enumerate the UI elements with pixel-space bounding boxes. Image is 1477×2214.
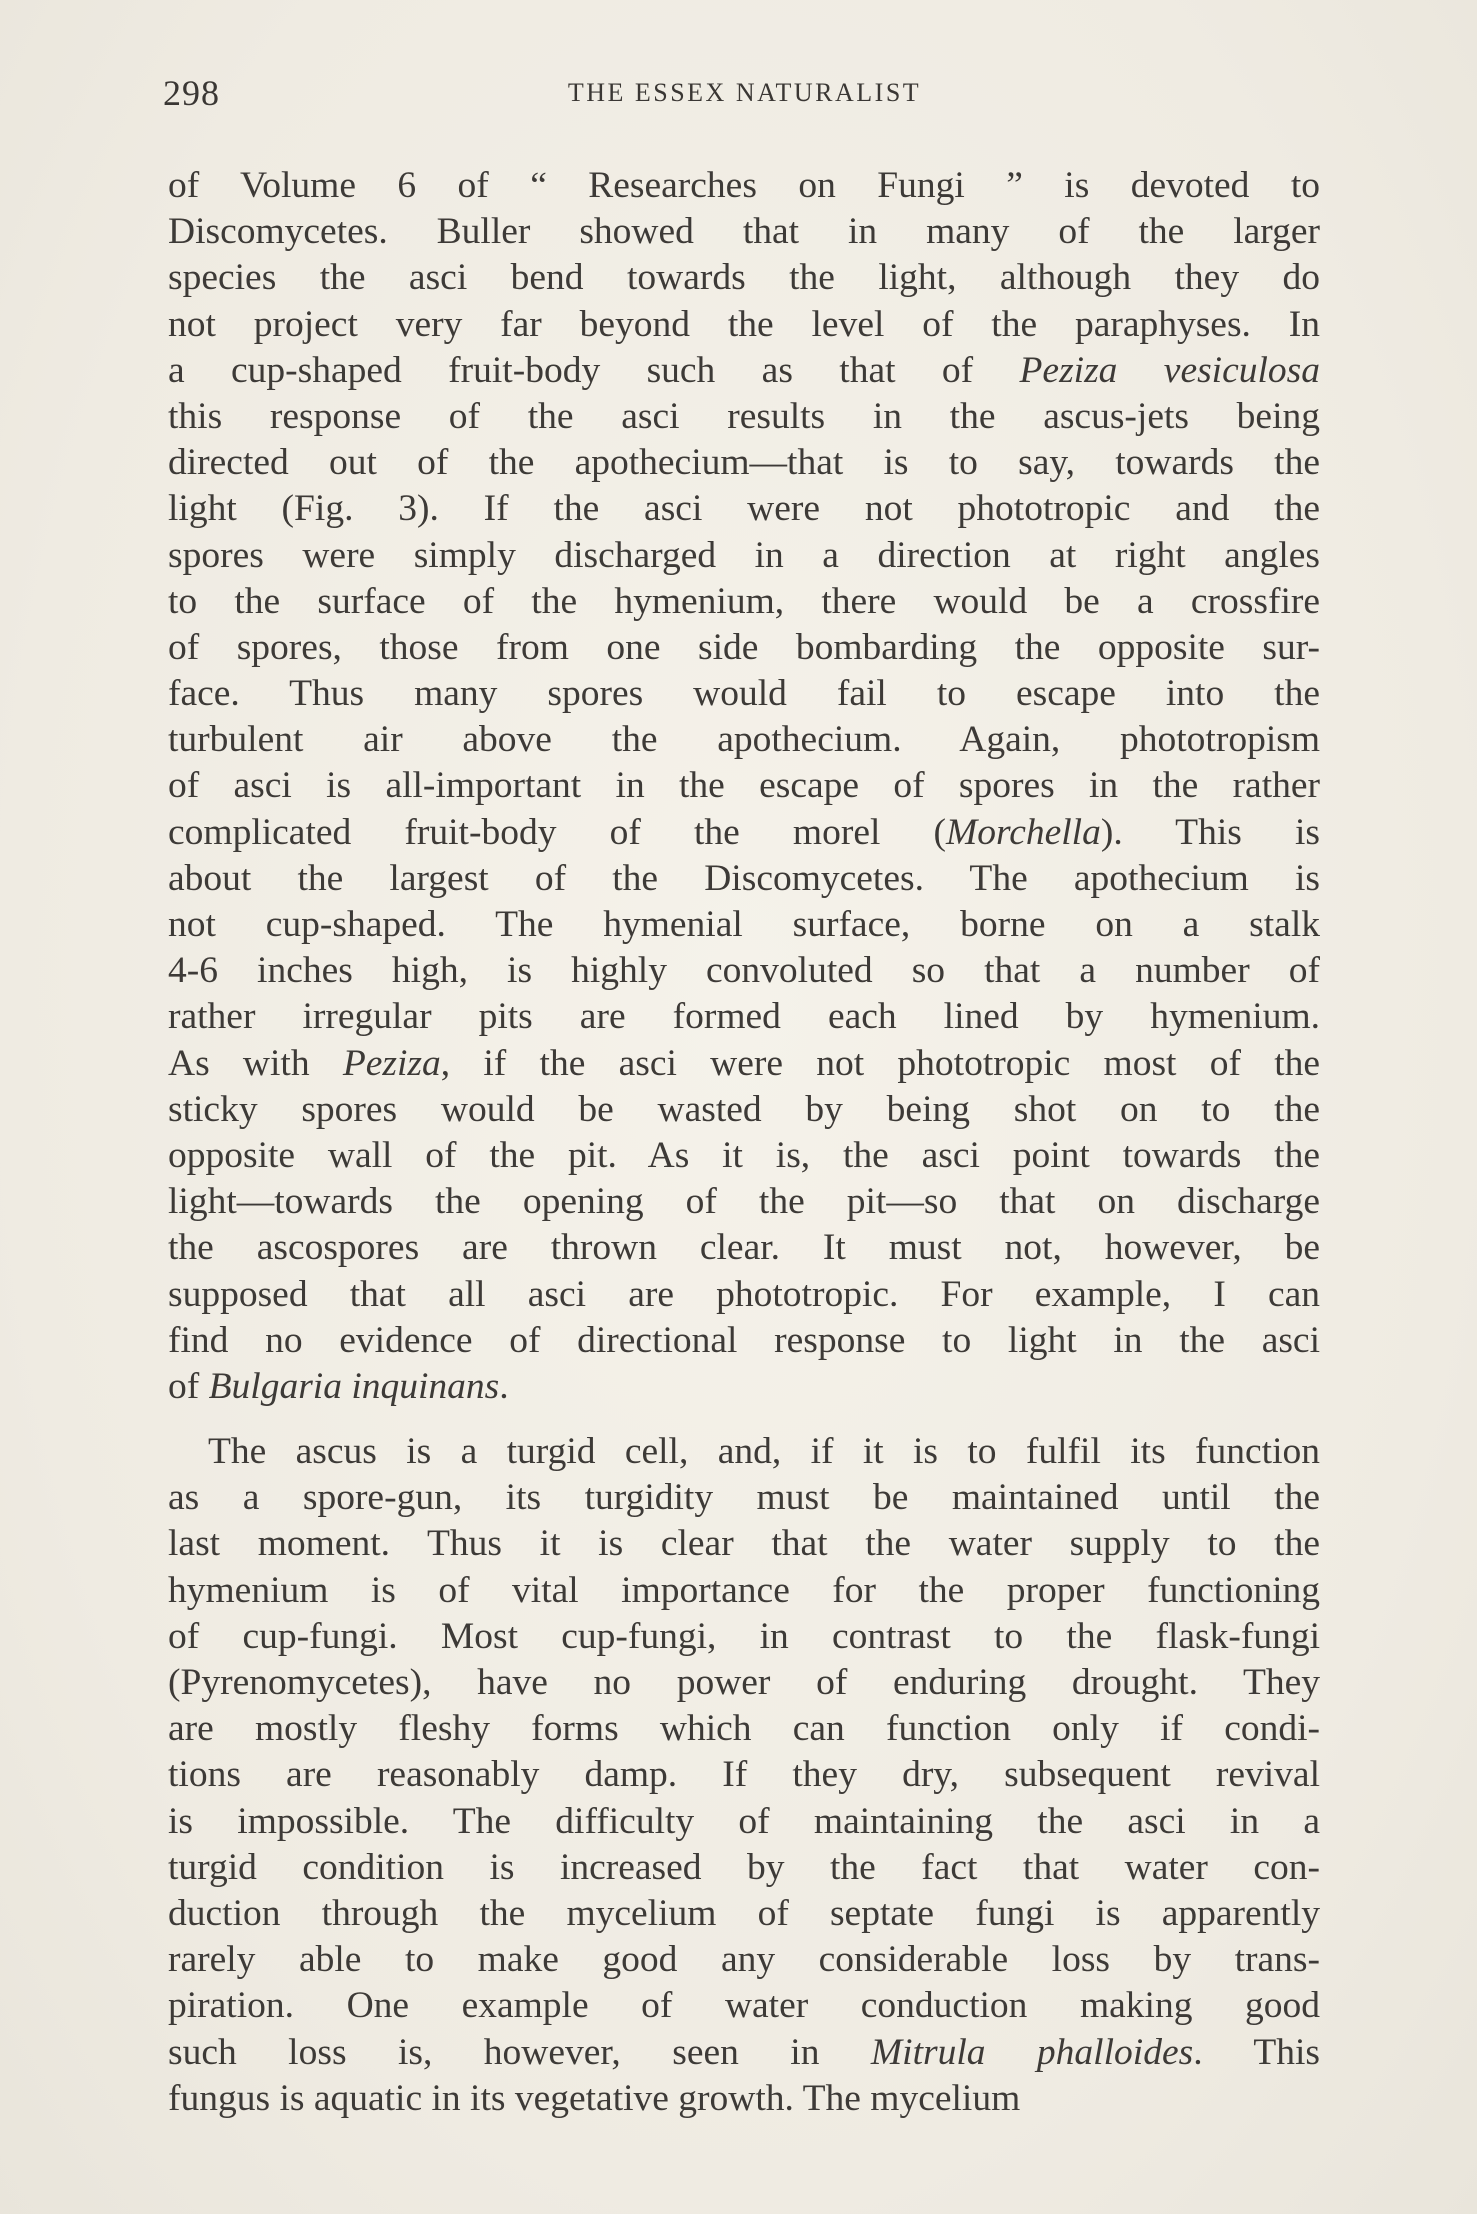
text-line bbox=[168, 348, 1320, 394]
text-span: about the largest of the Discomycetes. The apothecium is bbox=[168, 857, 1320, 899]
text-line bbox=[168, 1937, 1320, 1983]
text-span: . bbox=[499, 1365, 509, 1407]
paragraph bbox=[168, 1429, 1320, 2122]
running-head: THE ESSEX NATURALIST bbox=[567, 78, 922, 107]
text-line bbox=[168, 579, 1320, 625]
text-line bbox=[168, 440, 1320, 486]
text-span: of spores, those from one side bombarding the opposite sur- bbox=[168, 626, 1320, 668]
text-line bbox=[168, 1614, 1320, 1660]
text-line bbox=[168, 1429, 1320, 1475]
page-number: 298 bbox=[163, 73, 220, 113]
text-span: find no evidence of directional response to light in the asci bbox=[168, 1319, 1320, 1361]
text-line bbox=[168, 1225, 1320, 1271]
text-line bbox=[168, 902, 1320, 948]
text-line bbox=[168, 625, 1320, 671]
text-span: are mostly fleshy forms which can function only if condi- bbox=[168, 1708, 1320, 1750]
italic-text: Bulgaria inquinans bbox=[208, 1365, 500, 1407]
text-line bbox=[168, 856, 1320, 902]
text-span: a cup-shaped fruit-body such as that of bbox=[168, 349, 1020, 391]
paragraph-gap bbox=[168, 1410, 1320, 1429]
text-span: light (Fig. 3). If the asci were not phototropic and the bbox=[168, 488, 1320, 530]
text-line bbox=[168, 1133, 1320, 1179]
text-span: of cup-fungi. Most cup-fungi, in contrast to the flask-fungi bbox=[168, 1615, 1320, 1657]
text-line bbox=[168, 671, 1320, 717]
text-line bbox=[168, 2030, 1320, 2076]
text-span: duction through the mycelium of septate fungi is apparently bbox=[168, 1892, 1320, 1934]
page-header bbox=[163, 72, 1326, 118]
text-line bbox=[168, 1087, 1320, 1133]
text-span: rather irregular pits are formed each lined by hymenium. bbox=[168, 996, 1320, 1038]
text-line bbox=[168, 1660, 1320, 1706]
text-line bbox=[168, 2076, 1320, 2122]
text-span: (Pyrenomycetes), have no power of enduring drought. They bbox=[168, 1662, 1320, 1703]
text-line bbox=[168, 486, 1320, 532]
text-line bbox=[168, 1752, 1320, 1798]
text-line bbox=[168, 948, 1320, 994]
text-span: opposite wall of the pit. As it is, the asci point towards the bbox=[168, 1134, 1320, 1176]
text-line bbox=[168, 1568, 1320, 1614]
text-span: complicated fruit-body of the morel ( bbox=[168, 811, 947, 853]
text-span: . This bbox=[1193, 2031, 1320, 2073]
text-line bbox=[168, 1318, 1320, 1364]
text-line bbox=[168, 533, 1320, 579]
text-line bbox=[168, 763, 1320, 809]
text-span: such loss is, however, seen in bbox=[168, 2031, 871, 2073]
text-span: Discomycetes. Buller showed that in many of the larger bbox=[168, 211, 1320, 253]
italic-text: Peziza bbox=[342, 1042, 441, 1084]
body-text bbox=[168, 163, 1320, 2122]
text-span: 4-6 inches high, is highly convoluted so that a number of bbox=[168, 950, 1320, 992]
text-line bbox=[168, 163, 1320, 209]
text-span: is impossible. The difficulty of maintaining the asci in a bbox=[168, 1800, 1320, 1842]
text-line bbox=[168, 1845, 1320, 1891]
text-line bbox=[168, 1799, 1320, 1845]
text-span: tions are reasonably damp. If they dry, subsequent revival bbox=[168, 1754, 1320, 1796]
text-line bbox=[168, 1891, 1320, 1937]
text-line bbox=[168, 1475, 1320, 1521]
italic-text: Mitrula phalloides bbox=[870, 2031, 1194, 2073]
text-span: As with bbox=[168, 1042, 343, 1084]
text-line bbox=[168, 717, 1320, 763]
text-line bbox=[168, 1364, 1320, 1410]
text-span: last moment. Thus it is clear that the water supply to the bbox=[168, 1523, 1320, 1565]
text-line bbox=[168, 1521, 1320, 1567]
text-span: of asci is all-important in the escape of spores in the rather bbox=[168, 765, 1320, 807]
text-span: turgid condition is increased by the fact that water con- bbox=[168, 1846, 1320, 1888]
text-span: , if the asci were not phototropic most of the bbox=[440, 1042, 1321, 1084]
text-line bbox=[168, 302, 1320, 348]
text-span: not cup-shaped. The hymenial surface, borne on a stalk bbox=[168, 904, 1320, 945]
text-span: not project very far beyond the level of the paraphyses. In bbox=[168, 303, 1320, 345]
text-span: hymenium is of vital importance for the proper functioning bbox=[168, 1569, 1320, 1611]
text-span: The ascus is a turgid cell, and, if it is to fulfil its function bbox=[208, 1431, 1320, 1473]
text-span: this response of the asci results in the ascus-jets being bbox=[168, 395, 1320, 437]
text-line bbox=[168, 1272, 1320, 1318]
text-line bbox=[168, 209, 1320, 255]
text-span: rarely able to make good any considerable loss by trans- bbox=[168, 1939, 1320, 1981]
text-span: to the surface of the hymenium, there would be a crossfire bbox=[168, 580, 1320, 622]
text-span: spores were simply discharged in a direction at right angles bbox=[168, 534, 1320, 576]
paragraph bbox=[168, 163, 1320, 1410]
text-span: species the asci bend towards the light, although they do bbox=[168, 257, 1320, 299]
text-span: fungus is aquatic in its vegetative growth. The mycelium bbox=[168, 2077, 1021, 2119]
text-span: directed out of the apothecium—that is to say, towards the bbox=[168, 442, 1320, 484]
text-span: the ascospores are thrown clear. It must not, however, be bbox=[168, 1227, 1320, 1269]
text-span: ). This is bbox=[1100, 811, 1320, 853]
text-span: face. Thus many spores would fail to escape into the bbox=[168, 673, 1320, 715]
text-line bbox=[168, 810, 1320, 856]
text-span: supposed that all asci are phototropic. For example, I can bbox=[168, 1273, 1320, 1315]
text-line bbox=[168, 994, 1320, 1040]
text-line bbox=[168, 1983, 1320, 2029]
text-span: of bbox=[168, 1365, 209, 1407]
italic-text: Morchella bbox=[946, 811, 1101, 853]
text-line bbox=[168, 1179, 1320, 1225]
text-span: turbulent air above the apothecium. Again, phototropism bbox=[168, 719, 1320, 761]
text-line bbox=[168, 1706, 1320, 1752]
text-span: piration. One example of water conduction making good bbox=[168, 1985, 1320, 2027]
text-span: sticky spores would be wasted by being shot on to the bbox=[168, 1088, 1320, 1130]
text-line bbox=[168, 255, 1320, 301]
text-span: light—towards the opening of the pit—so that on discharge bbox=[168, 1181, 1320, 1223]
italic-text: Peziza vesiculosa bbox=[1019, 349, 1321, 391]
text-span: as a spore-gun, its turgidity must be maintained until the bbox=[168, 1477, 1320, 1519]
text-span: of Volume 6 of “ Researches on Fungi ” is devoted to bbox=[168, 165, 1320, 206]
text-line bbox=[168, 394, 1320, 440]
text-line bbox=[168, 1041, 1320, 1087]
